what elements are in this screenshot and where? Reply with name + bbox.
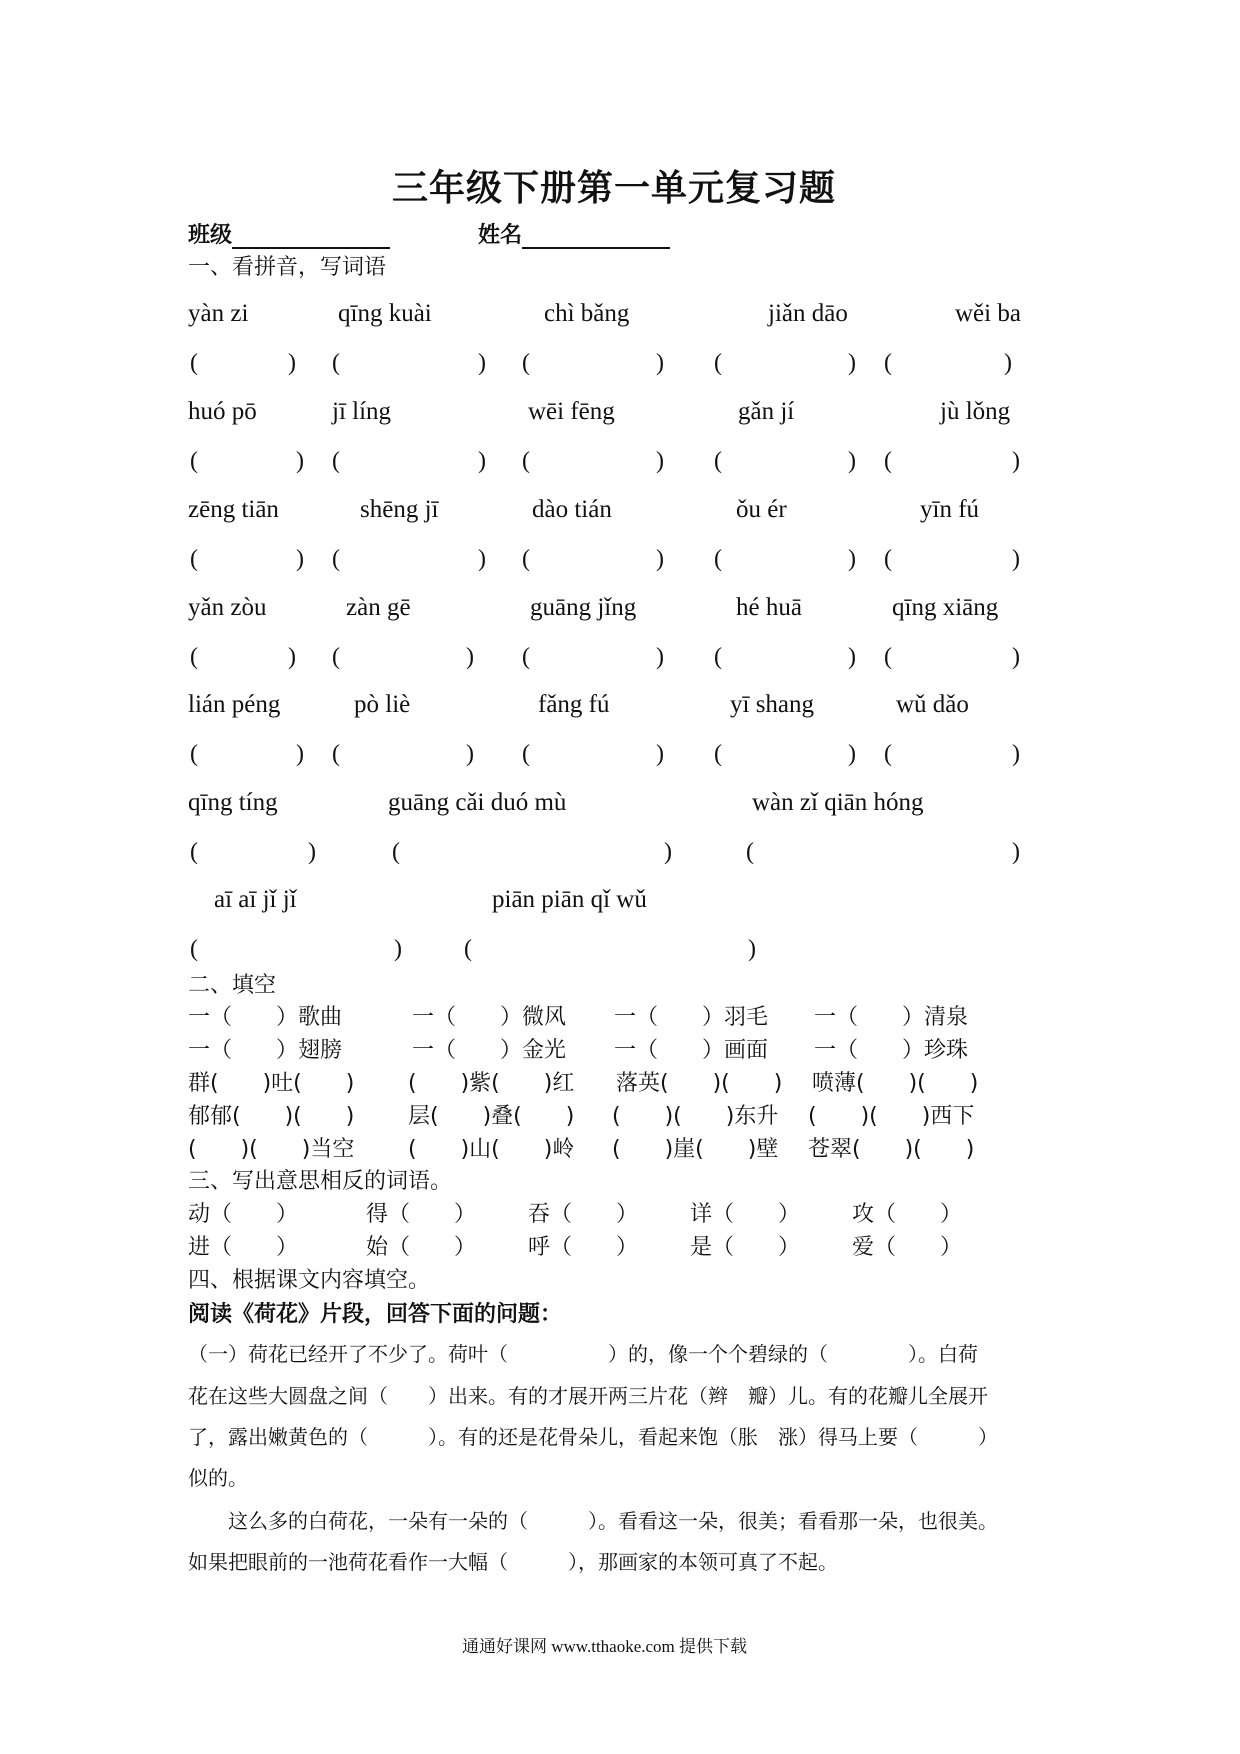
answer-open-paren: ( xyxy=(714,741,722,767)
fill-item: 郁郁( )( ) xyxy=(188,1104,355,1129)
answer-close-paren: ) xyxy=(1012,644,1020,670)
answer-open-paren: ( xyxy=(332,448,340,474)
answer-close-paren: ) xyxy=(664,839,672,865)
fill-item: 层( )叠( ) xyxy=(408,1104,575,1129)
fill-item: 一（ ）歌曲 xyxy=(188,1005,343,1030)
pinyin-item: gǎn jí xyxy=(738,398,795,425)
answer-close-paren: ) xyxy=(466,741,474,767)
antonym-item: 吞（ ） xyxy=(528,1202,639,1227)
pinyin-item: qīng kuài xyxy=(338,300,432,327)
answer-open-paren: ( xyxy=(714,350,722,376)
section-3-heading: 三、写出意思相反的词语。 xyxy=(188,1169,453,1194)
answer-open-paren: ( xyxy=(190,741,198,767)
antonym-item: 动（ ） xyxy=(188,1202,299,1227)
answer-close-paren: ) xyxy=(478,546,486,572)
answer-open-paren: ( xyxy=(714,644,722,670)
answer-open-paren: ( xyxy=(884,546,892,572)
section-2-heading: 二、填空 xyxy=(188,973,277,998)
answer-open-paren: ( xyxy=(884,350,892,376)
answer-close-paren: ) xyxy=(288,644,296,670)
pinyin-item: guāng jǐng xyxy=(530,594,637,621)
answer-close-paren: ) xyxy=(296,448,304,474)
antonym-item: 进（ ） xyxy=(188,1235,299,1260)
answer-open-paren: ( xyxy=(884,448,892,474)
answer-close-paren: ) xyxy=(394,936,402,962)
fill-item: ( )山( )岭 xyxy=(408,1137,575,1162)
pinyin-item: qīng xiāng xyxy=(892,594,999,621)
answer-close-paren: ) xyxy=(1012,741,1020,767)
answer-close-paren: ) xyxy=(1012,546,1020,572)
antonym-item: 始（ ） xyxy=(366,1235,477,1260)
answer-close-paren: ) xyxy=(1012,448,1020,474)
answer-close-paren: ) xyxy=(848,448,856,474)
answer-open-paren: ( xyxy=(464,936,472,962)
answer-close-paren: ) xyxy=(296,546,304,572)
section-4-heading: 四、根据课文内容填空。 xyxy=(188,1268,431,1293)
pinyin-item: zēng tiān xyxy=(188,496,279,523)
pinyin-item: fǎng fú xyxy=(538,691,610,718)
answer-open-paren: ( xyxy=(392,839,400,865)
pinyin-item: hé huā xyxy=(736,594,802,621)
pinyin-item: wēi fēng xyxy=(528,398,615,425)
pinyin-item: lián péng xyxy=(188,691,281,718)
answer-open-paren: ( xyxy=(522,644,530,670)
answer-close-paren: ) xyxy=(288,350,296,376)
antonym-item: 得（ ） xyxy=(366,1202,477,1227)
fill-item: 一（ ）羽毛 xyxy=(614,1005,769,1030)
footer-credit: 通通好课网 www.tthaoke.com 提供下载 xyxy=(462,1637,748,1656)
reading-subheading: 阅读《荷花》片段，回答下面的问题： xyxy=(188,1302,563,1327)
antonym-item: 攻（ ） xyxy=(852,1202,963,1227)
pinyin-item: jù lǒng xyxy=(940,398,1011,425)
answer-close-paren: ) xyxy=(308,839,316,865)
pinyin-item: pò liè xyxy=(354,691,411,718)
pinyin-item: yàn zi xyxy=(188,300,249,327)
fill-item: 一（ ）翅膀 xyxy=(188,1038,343,1063)
name-label: 姓名 xyxy=(478,223,523,248)
answer-open-paren: ( xyxy=(522,546,530,572)
answer-close-paren: ) xyxy=(848,741,856,767)
fill-item: 一（ ）清泉 xyxy=(814,1005,969,1030)
fill-item: 苍翠( )( ) xyxy=(808,1137,975,1162)
answer-open-paren: ( xyxy=(332,350,340,376)
answer-open-paren: ( xyxy=(332,741,340,767)
answer-close-paren: ) xyxy=(466,644,474,670)
fill-item: ( )( )西下 xyxy=(808,1104,975,1129)
page-title: 三年级下册第一单元复习题 xyxy=(392,167,837,209)
antonym-item: 是（ ） xyxy=(690,1235,801,1260)
fill-item: 落英( )( ) xyxy=(616,1071,783,1096)
pinyin-item: yǎn zòu xyxy=(188,594,267,621)
antonym-item: 爱（ ） xyxy=(852,1235,963,1260)
pinyin-item: qīng tíng xyxy=(188,789,278,816)
pinyin-item: wěi ba xyxy=(955,300,1021,327)
answer-open-paren: ( xyxy=(746,839,754,865)
class-field xyxy=(188,218,390,249)
fill-item: 一（ ）画面 xyxy=(614,1038,769,1063)
name-blank[interactable] xyxy=(522,223,670,249)
pinyin-item: ǒu ér xyxy=(736,496,787,523)
answer-close-paren: ) xyxy=(296,741,304,767)
answer-open-paren: ( xyxy=(190,839,198,865)
answer-open-paren: ( xyxy=(190,350,198,376)
answer-close-paren: ) xyxy=(656,741,664,767)
answer-open-paren: ( xyxy=(190,546,198,572)
answer-open-paren: ( xyxy=(522,350,530,376)
answer-open-paren: ( xyxy=(332,546,340,572)
answer-close-paren: ) xyxy=(848,546,856,572)
answer-open-paren: ( xyxy=(190,936,198,962)
fill-item: 一（ ）微风 xyxy=(412,1005,567,1030)
answer-close-paren: ) xyxy=(656,350,664,376)
reading-line: 似的。 xyxy=(188,1466,248,1490)
class-blank[interactable] xyxy=(232,223,390,249)
pinyin-item: guāng cǎi duó mù xyxy=(388,789,567,816)
fill-item: 喷薄( )( ) xyxy=(812,1071,979,1096)
answer-open-paren: ( xyxy=(884,644,892,670)
pinyin-item: dào tián xyxy=(532,496,612,523)
antonym-item: 呼（ ） xyxy=(528,1235,639,1260)
answer-close-paren: ) xyxy=(1004,350,1012,376)
reading-line: （一）荷花已经开了不少了。荷叶（ ）的，像一个个碧绿的（ ）。白荷 xyxy=(188,1342,978,1366)
answer-close-paren: ) xyxy=(656,448,664,474)
answer-close-paren: ) xyxy=(1012,839,1020,865)
fill-item: ( )( )当空 xyxy=(188,1137,355,1162)
fill-item: 一（ ）珍珠 xyxy=(814,1038,969,1063)
pinyin-item: huó pō xyxy=(188,398,257,425)
fill-item: ( )( )东升 xyxy=(612,1104,779,1129)
reading-line: 这么多的白荷花，一朵有一朵的（ ）。看看这一朵，很美；看看那一朵，也很美。 xyxy=(188,1509,998,1533)
pinyin-item: piān piān qǐ wǔ xyxy=(492,886,647,913)
pinyin-item: jī líng xyxy=(332,398,392,425)
pinyin-item: wàn zǐ qiān hóng xyxy=(752,789,924,816)
answer-open-paren: ( xyxy=(332,644,340,670)
pinyin-item: yī shang xyxy=(730,691,815,718)
fill-item: 一（ ）金光 xyxy=(412,1038,567,1063)
reading-line: 了，露出嫩黄色的（ ）。有的还是花骨朵儿，看起来饱（胀 涨）得马上要（ ） xyxy=(188,1425,998,1449)
answer-close-paren: ) xyxy=(478,448,486,474)
answer-open-paren: ( xyxy=(190,644,198,670)
answer-close-paren: ) xyxy=(478,350,486,376)
reading-line: 花在这些大圆盘之间（ ）出来。有的才展开两三片花（辫 瓣）儿。有的花瓣儿全展开 xyxy=(188,1384,988,1408)
antonym-item: 详（ ） xyxy=(690,1202,801,1227)
answer-open-paren: ( xyxy=(190,448,198,474)
answer-close-paren: ) xyxy=(748,936,756,962)
fill-item: ( )紫( )红 xyxy=(408,1071,575,1096)
pinyin-item: zàn gē xyxy=(346,594,411,621)
section-1-heading: 一、看拼音，写词语 xyxy=(188,255,387,280)
pinyin-item: wǔ dǎo xyxy=(896,691,969,718)
pinyin-item: shēng jī xyxy=(360,496,439,523)
pinyin-item: jiǎn dāo xyxy=(768,300,848,327)
pinyin-item: yīn fú xyxy=(920,496,980,523)
pinyin-item: aī aī jǐ jǐ xyxy=(214,886,297,913)
answer-open-paren: ( xyxy=(714,546,722,572)
name-field xyxy=(478,218,670,249)
answer-open-paren: ( xyxy=(714,448,722,474)
class-label: 班级 xyxy=(188,223,233,248)
answer-close-paren: ) xyxy=(848,644,856,670)
answer-open-paren: ( xyxy=(884,741,892,767)
reading-line: 如果把眼前的一池荷花看作一大幅（ ），那画家的本领可真了不起。 xyxy=(188,1550,838,1574)
pinyin-item: chì bǎng xyxy=(544,300,630,327)
fill-item: ( )崖( )壁 xyxy=(612,1137,779,1162)
answer-close-paren: ) xyxy=(848,350,856,376)
answer-open-paren: ( xyxy=(522,448,530,474)
answer-open-paren: ( xyxy=(522,741,530,767)
fill-item: 群( )吐( ) xyxy=(188,1071,355,1096)
answer-close-paren: ) xyxy=(656,644,664,670)
answer-close-paren: ) xyxy=(656,546,664,572)
